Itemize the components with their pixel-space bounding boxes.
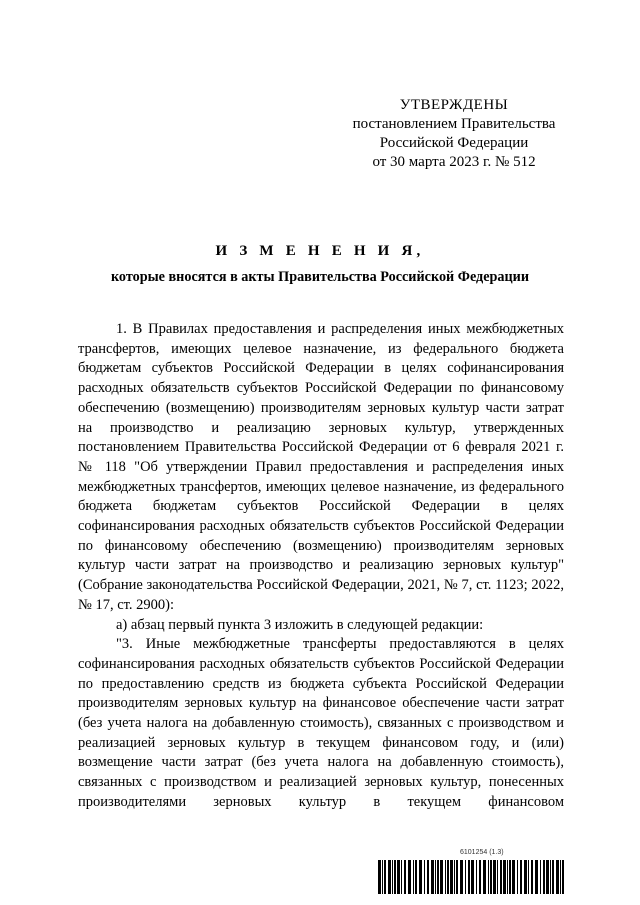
paragraph-1: 1. В Правилах предоставления и распределения иных межбюджетных трансфертов, имеющих целевое назначение, из федерального бюджета бюджетам субъектов Российской Федерации в целях софинансирования расходных обязательств субъектов Российской Федерации по финансовому обеспечению (возмещению) производителям зерновых культур части затрат на производство и реализацию зерновых культур, утвержденных постановлением Правительства Российской Федерации от 6 февраля 2021 г. № 118 "Об утверждении Правил предоставления и распределения иных межбюджетных трансфертов, имеющих целевое назначение, из федерального бюджета бюджетам субъектов Российской Федерации в целях софинансирования расходных обязательств субъектов Российской Федерации по финансовому обеспечению (возмещению) производителям зерновых культур части затрат на производство и реализацию зерновых культур" (Собрание законодательства Российской Федерации, 2021, № 7, ст. 1123; 2022, № 17, ст. 2900): [78,321,564,613]
barcode-number: 6101254 (1.3) [460,849,504,856]
barcode-icon [378,860,566,894]
approval-heading: УТВЕРЖДЕНЫ [399,97,509,113]
approval-line-2: Российской Федерации [379,135,529,151]
barcode [378,849,566,895]
document-body [78,320,564,813]
approval-stamp [340,96,568,172]
approval-line-3: от 30 марта 2023 г. № 512 [372,154,536,170]
document-subtitle: которые вносятся в акты Правительства Российской Федерации [110,269,530,285]
paragraph-3: "3. Иные межбюджетные трансферты предоставляются в целях софинансирования расходных обязательств субъектов Российской Федерации по предоставлению средств из бюджета субъекта Российской Федерации производителям зерновых культур на финансовое обеспечение части затрат (без учета налога на добавленную стоимость), связанных с производством и реализацией зерновых культур в текущем финансовом году, и (или) возмещение части затрат (без учета налога на добавленную стоимость), связанных с производством и реализацией зерновых культур, понесенных производителями зерновых культур в текущем финансовом [78,636,564,810]
document-title: И З М Е Н Е Н И Я, [215,243,425,259]
paragraph-2: а) абзац первый пункта 3 изложить в следующей редакции: [116,616,484,633]
approval-line-1: постановлением Правительства [352,116,556,132]
